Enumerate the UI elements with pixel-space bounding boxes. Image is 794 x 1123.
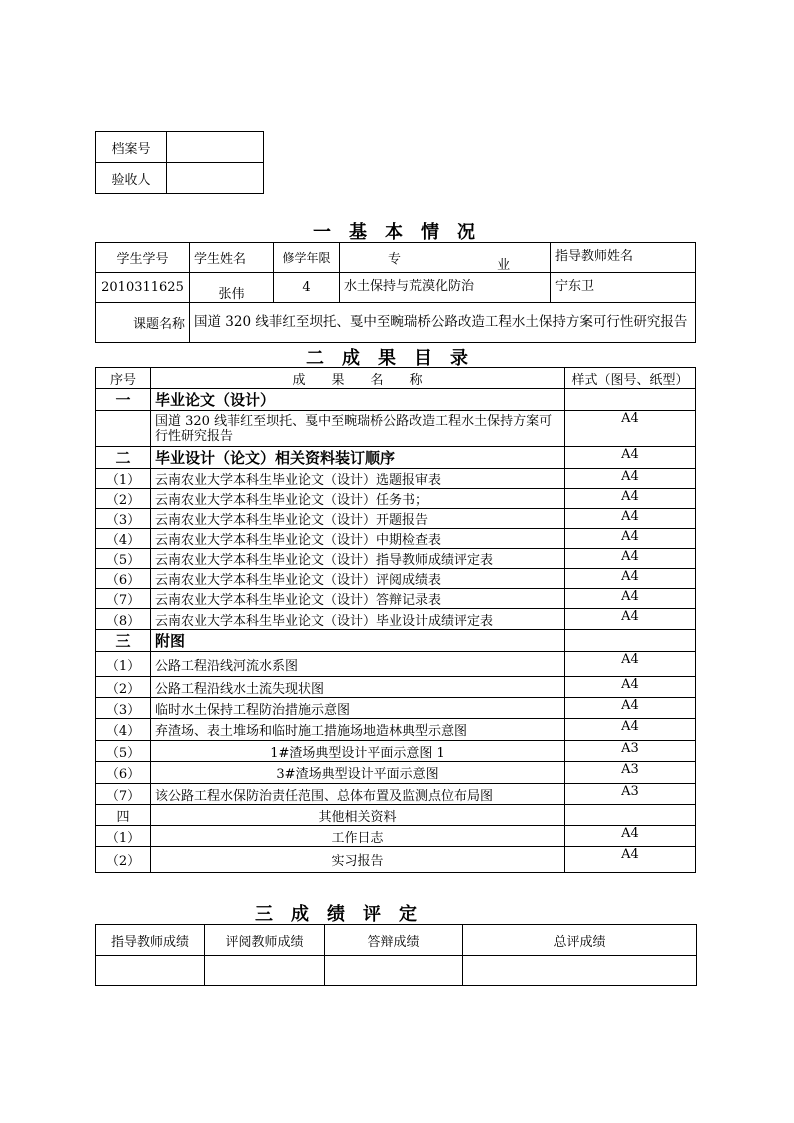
row-style: A4 xyxy=(565,609,696,630)
acceptor-label: 验收人 xyxy=(96,163,167,194)
row-name: 毕业设计（论文）相关资料装订顺序 xyxy=(151,447,565,469)
table-row xyxy=(96,784,696,805)
row-no: （3） xyxy=(96,509,151,529)
no-header: 序号 xyxy=(96,368,151,389)
defense-score-header: 答辩成绩 xyxy=(325,925,463,956)
row-style xyxy=(565,389,696,411)
row-name: 1#渣场典型设计平面示意图 1 xyxy=(151,741,565,762)
section1-title: 一 基 本 情 况 xyxy=(313,222,475,243)
row-style: A4 xyxy=(565,489,696,509)
table-row xyxy=(96,609,696,630)
row-no: （6） xyxy=(96,569,151,589)
row-name: 云南农业大学本科生毕业论文（设计）评阅成绩表 xyxy=(151,569,565,589)
section3-title: 三 成 绩 评 定 xyxy=(255,904,417,925)
advisor-header: 指导教师姓名 xyxy=(551,243,696,273)
table-row xyxy=(96,529,696,549)
major-header xyxy=(340,243,551,273)
table-row xyxy=(96,652,696,677)
row-style xyxy=(565,630,696,652)
row-no xyxy=(96,411,151,447)
table-row xyxy=(96,569,696,589)
table-row xyxy=(96,762,696,784)
table-row xyxy=(96,698,696,719)
table-row xyxy=(96,469,696,489)
row-style: A4 xyxy=(565,589,696,609)
row-style: A4 xyxy=(565,469,696,489)
topic-label: 课题名称 xyxy=(96,303,190,343)
table-row xyxy=(96,489,696,509)
row-style: A4 xyxy=(565,509,696,529)
row-name: 国道 320 线菲红至坝托、戛中至畹瑞桥公路改造工程水土保持方案可行性研究报告 xyxy=(151,411,565,447)
name-header: 成 果 名 称 xyxy=(151,368,565,389)
major-value: 水土保持与荒漠化防治 xyxy=(340,273,551,303)
defense-score-value[interactable] xyxy=(325,956,463,986)
row-name: 附图 xyxy=(151,630,565,652)
row-no: （2） xyxy=(96,847,151,873)
advisor-score-value[interactable] xyxy=(96,956,205,986)
row-name: 云南农业大学本科生毕业论文（设计）中期检查表 xyxy=(151,529,565,549)
row-no: （7） xyxy=(96,784,151,805)
archive-no-label: 档案号 xyxy=(96,132,167,163)
row-name: 其他相关资料 xyxy=(151,805,565,826)
score-table xyxy=(95,924,697,986)
advisor-value: 宁东卫 xyxy=(551,273,696,303)
table-row xyxy=(96,677,696,698)
row-name: 云南农业大学本科生毕业论文（设计）毕业设计成绩评定表 xyxy=(151,609,565,630)
row-style: A4 xyxy=(565,549,696,569)
row-name: 毕业论文（设计） xyxy=(151,389,565,411)
row-style: A4 xyxy=(565,569,696,589)
row-style: A3 xyxy=(565,784,696,805)
row-name: 公路工程沿线河流水系图 xyxy=(151,652,565,677)
total-score-value[interactable] xyxy=(463,956,697,986)
row-no: （1） xyxy=(96,469,151,489)
row-name: 工作日志 xyxy=(151,826,565,847)
major-header-b: 业 xyxy=(497,258,511,273)
topic-value: 国道 320 线菲红至坝托、戛中至畹瑞桥公路改造工程水土保持方案可行性研究报告 xyxy=(190,303,696,343)
row-name: 临时水土保持工程防治措施示意图 xyxy=(151,698,565,719)
results-table xyxy=(95,367,696,873)
table-row xyxy=(96,411,696,447)
archive-table xyxy=(95,131,264,194)
row-no: 三 xyxy=(96,630,151,652)
row-name: 该公路工程水保防治责任范围、总体布置及监测点位布局图 xyxy=(151,784,565,805)
table-row xyxy=(96,826,696,847)
table-row xyxy=(96,389,696,411)
row-no: （3） xyxy=(96,698,151,719)
years-header: 修学年限 xyxy=(274,243,340,273)
row-name: 实习报告 xyxy=(151,847,565,873)
row-style: A4 xyxy=(565,677,696,698)
row-no: （4） xyxy=(96,529,151,549)
row-no: （8） xyxy=(96,609,151,630)
row-name: 弃渣场、表土堆场和临时施工措施场地造林典型示意图 xyxy=(151,719,565,741)
row-no: （1） xyxy=(96,826,151,847)
row-style: A4 xyxy=(565,847,696,873)
row-name: 公路工程沿线水土流失现状图 xyxy=(151,677,565,698)
row-no: 四 xyxy=(96,805,151,826)
acceptor-value[interactable] xyxy=(167,163,264,194)
archive-no-value[interactable] xyxy=(167,132,264,163)
table-row xyxy=(96,719,696,741)
row-style: A4 xyxy=(565,529,696,549)
table-row xyxy=(96,509,696,529)
style-header: 样式（图号、纸型） xyxy=(565,368,696,389)
row-style: A4 xyxy=(565,698,696,719)
row-name: 云南农业大学本科生毕业论文（设计）任务书； xyxy=(151,489,565,509)
reviewer-score-value[interactable] xyxy=(205,956,325,986)
row-no: （5） xyxy=(96,549,151,569)
table-row xyxy=(96,589,696,609)
table-row xyxy=(96,847,696,873)
section2-title: 二 成 果 目 录 xyxy=(306,348,468,369)
table-row xyxy=(96,447,696,469)
row-name: 3#渣场典型设计平面示意图 xyxy=(151,762,565,784)
student-id-header: 学生学号 xyxy=(96,243,190,273)
row-no: 一 xyxy=(96,389,151,411)
row-style: A4 xyxy=(565,719,696,741)
table-row xyxy=(96,549,696,569)
row-style: A3 xyxy=(565,741,696,762)
row-no: （1） xyxy=(96,652,151,677)
row-no: （7） xyxy=(96,589,151,609)
row-name: 云南农业大学本科生毕业论文（设计）选题报审表 xyxy=(151,469,565,489)
major-header-a: 专 xyxy=(388,252,402,267)
row-no: （5） xyxy=(96,741,151,762)
row-style: A4 xyxy=(565,447,696,469)
row-style: A4 xyxy=(565,411,696,447)
row-no: （4） xyxy=(96,719,151,741)
row-name: 云南农业大学本科生毕业论文（设计）指导教师成绩评定表 xyxy=(151,549,565,569)
row-style: A3 xyxy=(565,762,696,784)
table-row xyxy=(96,741,696,762)
row-no: （6） xyxy=(96,762,151,784)
student-name-header: 学生姓名 xyxy=(190,243,274,273)
total-score-header: 总评成绩 xyxy=(463,925,697,956)
table-row xyxy=(96,805,696,826)
student-id-value: 2010311625 xyxy=(96,273,190,303)
row-style: A4 xyxy=(565,826,696,847)
table-row xyxy=(96,630,696,652)
row-no: 二 xyxy=(96,447,151,469)
years-value: 4 xyxy=(274,273,340,303)
reviewer-score-header: 评阅教师成绩 xyxy=(205,925,325,956)
row-name: 云南农业大学本科生毕业论文（设计）开题报告 xyxy=(151,509,565,529)
row-no: （2） xyxy=(96,677,151,698)
basic-info-table xyxy=(95,242,696,343)
row-style xyxy=(565,805,696,826)
row-name: 云南农业大学本科生毕业论文（设计）答辩记录表 xyxy=(151,589,565,609)
row-style: A4 xyxy=(565,652,696,677)
row-no: （2） xyxy=(96,489,151,509)
advisor-score-header: 指导教师成绩 xyxy=(96,925,205,956)
student-name-value: 张伟 xyxy=(190,273,274,303)
